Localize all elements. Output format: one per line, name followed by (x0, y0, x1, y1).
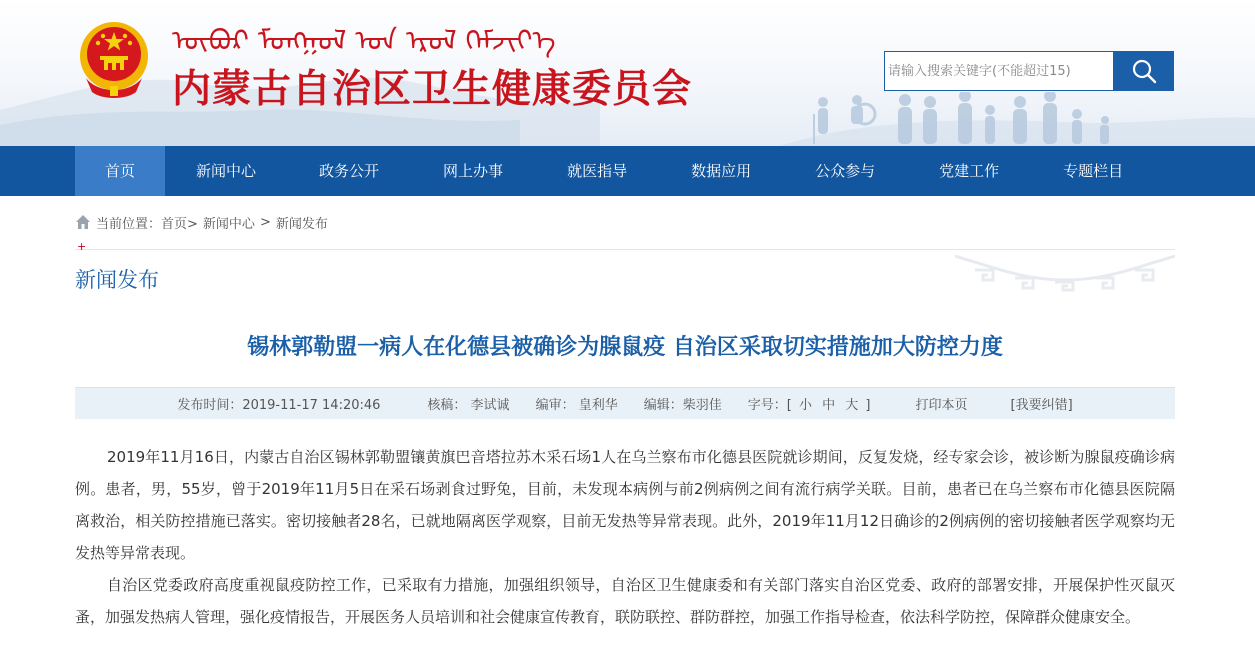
breadcrumb-home-link[interactable]: 首页> (161, 216, 198, 232)
font-size-small-link[interactable]: 小 (798, 398, 812, 413)
nav-item-news-center[interactable]: 新闻中心 (196, 162, 257, 180)
family-silhouette-graphic (805, 92, 1125, 146)
font-size-label: 字号：[ (747, 398, 792, 413)
site-header (0, 0, 1255, 146)
publish-time: 发布时间：2019-11-17 14:20:46 (177, 398, 381, 413)
nav-item-government-affairs[interactable]: 政务公开 (319, 162, 380, 180)
nav-item-medical-guide[interactable]: 就医指导 (567, 162, 628, 180)
search-button[interactable] (1114, 51, 1174, 91)
report-error-link[interactable]: [我要纠错] (1010, 398, 1073, 413)
breadcrumb-news-release-link[interactable]: 新闻发布 (275, 216, 328, 232)
editor: 编辑：柴羽佳 (643, 398, 722, 413)
nav-item-public-participation[interactable]: 公众参与 (815, 162, 876, 180)
print-link[interactable]: 打印本页 (915, 398, 968, 413)
breadcrumb (75, 213, 328, 231)
nav-item-special-topics[interactable]: 专题栏目 (1063, 162, 1124, 180)
site-title: 内蒙古自治区卫生健康委员会 (172, 67, 693, 112)
search-icon (1131, 58, 1157, 84)
article-title: 锡林郭勒盟一病人在化德县被确诊为腺鼠疫 自治区采取切实措施加大防控力度 (247, 334, 1003, 360)
breadcrumb-news-center-link[interactable]: 新闻中心 (202, 216, 255, 232)
search-input[interactable] (884, 51, 1114, 91)
nav-item-online-services[interactable]: 网上办事 (443, 162, 504, 180)
breadcrumb-prefix: 当前位置： (96, 216, 162, 232)
font-size-medium-link[interactable]: 中 (822, 398, 836, 413)
reviewer: 核稿： 李试诚 (427, 398, 510, 413)
article-meta-bar (75, 387, 1175, 419)
article-body (75, 441, 1175, 633)
font-size-large-link[interactable]: 大 (845, 398, 859, 413)
mongolian-title: ᠥᠪᠦᠷ ᠮᠣᠩᠭᠣᠯ ᠤᠨ ᠡᠷᠦᠯ ᠬᠡᠮᠵᠢᠶ᠎ᠡ (172, 24, 556, 57)
red-marker-icon: + (77, 240, 87, 253)
section-title: 新闻发布 (75, 268, 159, 292)
nav-items (75, 146, 1155, 196)
nav-item-party-building[interactable]: 党建工作 (939, 162, 1000, 180)
decorative-pattern-icon (955, 250, 1175, 292)
main-nav (0, 146, 1255, 196)
font-size-control (748, 394, 871, 413)
chief-editor: 编审： 皇利华 (535, 398, 618, 413)
breadcrumb-separator: > (259, 214, 271, 230)
nav-item-home[interactable]: 首页 (75, 146, 165, 196)
article-paragraph: 自治区党委政府高度重视鼠疫防控工作，已采取有力措施，加强组织领导，自治区卫生健康委和有关部门落实自治区党委、政府的部署安排，开展保护性灭鼠灭蚤，加强发热病人管理，强化疫情报告，开展医务人员培训和社会健康宣传教育，联防联控、群防群控，加强工作指导检查，依法科学防控，保障群众健康安全。 (75, 576, 1175, 626)
article-paragraph: 2019年11月16日，内蒙古自治区锡林郭勒盟镶黄旗巴音塔拉苏木采石场1人在乌兰察布市化德县医院就诊期间，反复发烧，经专家会诊，被诊断为腺鼠疫确诊病例。患者，男，55岁，曾于2019年11月5日在采石场剥食过野兔，目前，未发现本病例与前2例病例之间有流行病学关联。目前，患者已在乌兰察布市化德县医院隔离救治，相关防控措施已落实。密切接触者28名，已就地隔离医学观察，目前无发热等异常表现。此外，2019年11月12日确诊的2例病例的密切接触者医学观察均无发热等异常表现。 (75, 448, 1175, 562)
font-size-close: ] (865, 398, 871, 413)
home-icon (75, 214, 91, 230)
nav-item-data-application[interactable]: 数据应用 (691, 162, 752, 180)
national-emblem-icon (76, 16, 152, 100)
